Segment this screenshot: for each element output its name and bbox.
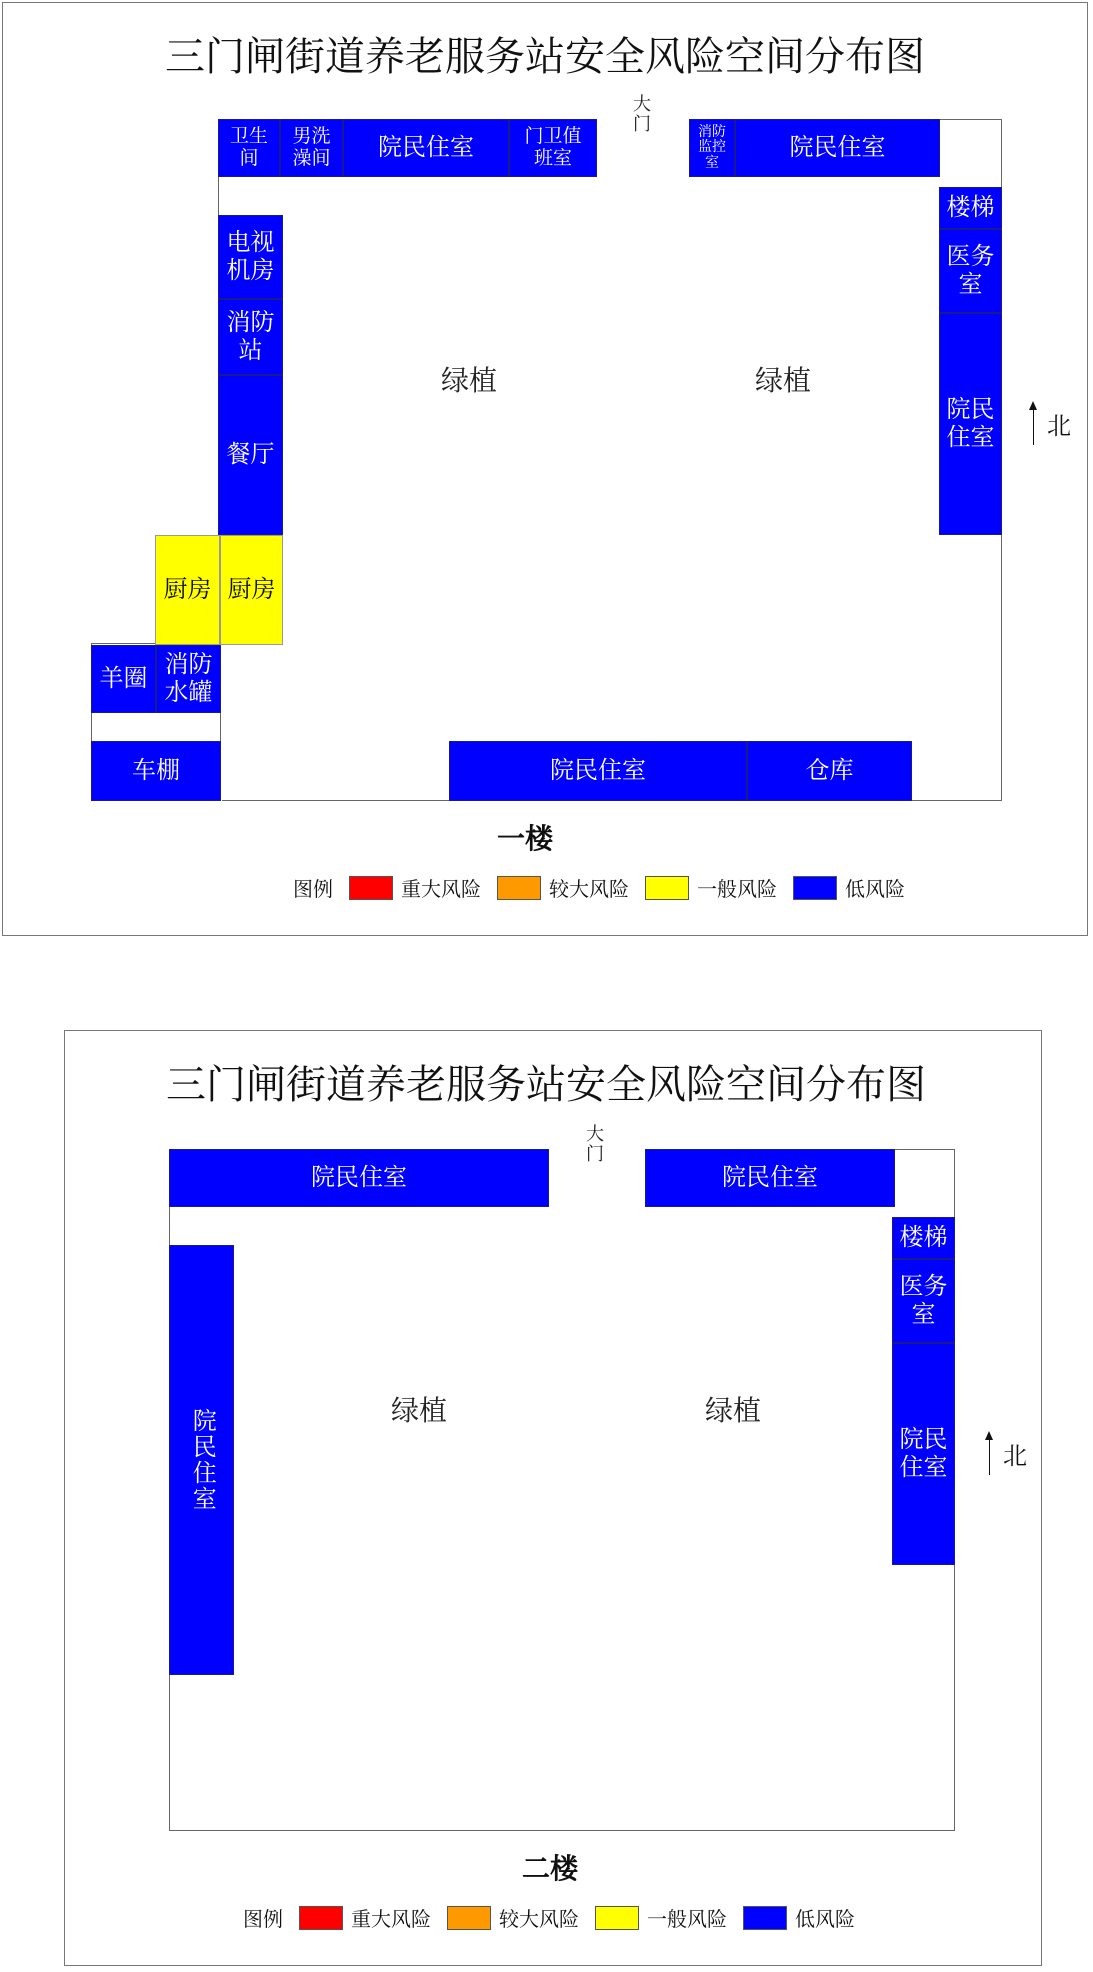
room-fire-station[interactable]: 消防站 (218, 299, 283, 375)
room-tv[interactable]: 电视机房 (218, 215, 283, 299)
building-outline-floor2 (169, 1149, 955, 1831)
room-guard[interactable]: 门卫值班室 (509, 119, 597, 177)
legend-swatch-significant (497, 876, 541, 900)
room-resident-top-right[interactable]: 院民住室 (645, 1149, 895, 1207)
room-resident-top-right[interactable]: 院民住室 (735, 119, 940, 177)
building-outline (218, 119, 1002, 801)
room-sheep-pen[interactable]: 羊圈 (91, 645, 156, 713)
floor2-legend (243, 1903, 871, 1932)
green-area-east: 绿植 (705, 1394, 762, 1427)
room-resident-east[interactable]: 院民住室 (939, 313, 1002, 535)
legend-title: 图例 (293, 877, 333, 901)
room-resident-top-left[interactable]: 院民住室 (343, 119, 509, 177)
room-dining[interactable]: 餐厅 (218, 375, 283, 535)
green-area-west: 绿植 (391, 1394, 448, 1427)
legend-swatch-major (299, 1906, 343, 1930)
room-kitchen-2[interactable]: 厨房 (220, 535, 283, 645)
north-indicator: 北 (1027, 401, 1071, 445)
room-carport[interactable]: 车棚 (91, 741, 221, 801)
legend-swatch-general (595, 1906, 639, 1930)
floor1-panel (2, 2, 1088, 936)
room-resident-bottom[interactable]: 院民住室 (449, 741, 747, 801)
legend-item-general: 一般风险 (645, 873, 777, 902)
green-area-east: 绿植 (755, 364, 812, 397)
legend-swatch-low (743, 1906, 787, 1930)
legend-swatch-major (349, 876, 393, 900)
room-toilet[interactable]: 卫生间 (218, 119, 280, 177)
room-medical[interactable]: 医务室 (892, 1259, 955, 1343)
floor2-panel (64, 1030, 1042, 1966)
room-mens-bath[interactable]: 男洗澡间 (280, 119, 343, 177)
legend-swatch-general (645, 876, 689, 900)
room-fire-tank[interactable]: 消防水罐 (156, 645, 221, 713)
legend-item-significant: 较大风险 (447, 1903, 579, 1932)
legend-item-general: 一般风险 (595, 1903, 727, 1932)
room-kitchen-1[interactable]: 厨房 (155, 535, 220, 645)
north-arrow-icon (1027, 401, 1041, 445)
room-warehouse[interactable]: 仓库 (747, 741, 912, 801)
legend-item-major: 重大风险 (299, 1903, 431, 1932)
floor1-legend (293, 873, 921, 902)
page-title: 三门闸街道养老服务站安全风险空间分布图 (165, 34, 925, 80)
room-resident-west[interactable]: 院民住室 (169, 1245, 234, 1675)
legend-item-low: 低风险 (793, 873, 905, 902)
north-arrow-icon (983, 1431, 997, 1475)
gate-label: 大门 (633, 94, 651, 135)
room-stairs[interactable]: 楼梯 (939, 187, 1002, 229)
room-medical[interactable]: 医务室 (939, 229, 1002, 313)
legend-title: 图例 (243, 1907, 283, 1931)
legend-item-major: 重大风险 (349, 873, 481, 902)
page-title-floor2: 三门闸街道养老服务站安全风险空间分布图 (166, 1062, 926, 1108)
legend-item-low: 低风险 (743, 1903, 855, 1932)
north-indicator-floor2: 北 (983, 1431, 1027, 1475)
legend-swatch-low (793, 876, 837, 900)
floor2-label: 二楼 (521, 1852, 578, 1885)
room-resident-top-left[interactable]: 院民住室 (169, 1149, 549, 1207)
legend-swatch-significant (447, 1906, 491, 1930)
room-stairs[interactable]: 楼梯 (892, 1217, 955, 1259)
green-area-west: 绿植 (441, 364, 498, 397)
legend-item-significant: 较大风险 (497, 873, 629, 902)
floor1-label: 一楼 (496, 822, 553, 855)
room-resident-east[interactable]: 院民住室 (892, 1343, 955, 1565)
room-fire-monitor[interactable]: 消防监控室 (689, 119, 735, 177)
gate-label-floor2: 大门 (586, 1124, 604, 1165)
